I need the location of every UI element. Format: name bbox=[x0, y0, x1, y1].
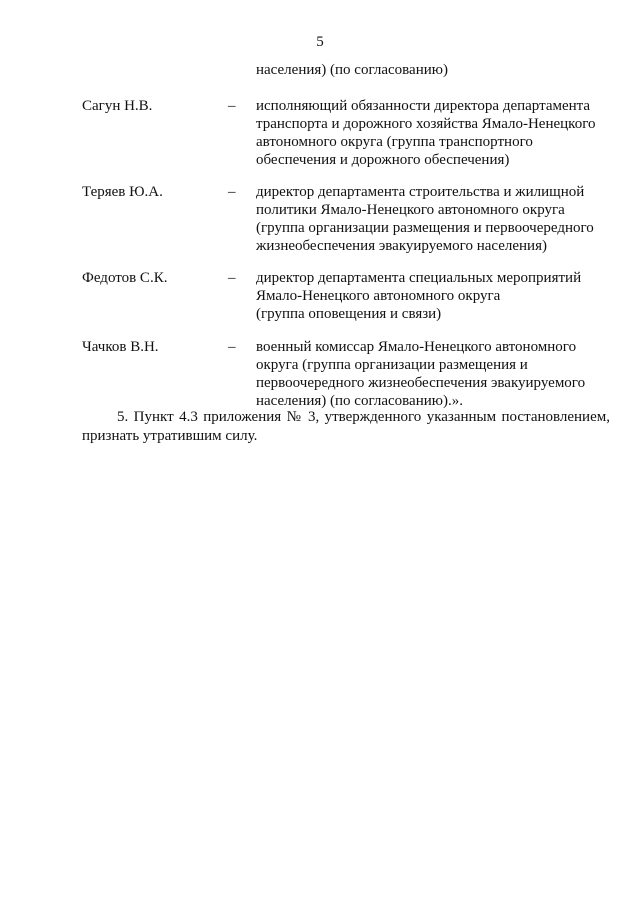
description-line: (группа организации размещения и первоочередного bbox=[256, 220, 594, 236]
member-name: Чачков В.Н. bbox=[82, 339, 159, 355]
paragraph-point-5 bbox=[82, 408, 610, 446]
description-line: директор департамента специальных мероприятий bbox=[256, 270, 582, 286]
continuation-line: населения) (по согласованию) bbox=[256, 62, 448, 78]
paragraph-line: признать утратившим силу. bbox=[82, 428, 258, 444]
description-line: жизнеобеспечения эвакуируемого населения) bbox=[256, 238, 547, 254]
member-name: Федотов С.К. bbox=[82, 270, 168, 286]
member-name: Сагун Н.В. bbox=[82, 98, 153, 114]
description-line: первоочередного жизнеобеспечения эвакуируемого bbox=[256, 375, 586, 391]
paragraph-line: 5. Пункт 4.3 приложения № 3, утвержденного указанным постановлением, bbox=[117, 409, 610, 425]
dash-separator: – bbox=[228, 98, 236, 114]
dash-separator: – bbox=[228, 339, 236, 355]
description-line: обеспечения и дорожного обеспечения) bbox=[256, 152, 510, 168]
description-line: военный комиссар Ямало-Ненецкого автономного bbox=[256, 339, 577, 355]
dash-separator: – bbox=[228, 184, 236, 200]
member-description bbox=[256, 269, 606, 323]
member-description bbox=[256, 338, 606, 410]
member-description bbox=[256, 97, 606, 169]
description-line: директор департамента строительства и жилищной bbox=[256, 184, 585, 200]
description-line: округа (группа организации размещения и bbox=[256, 357, 528, 373]
dash-separator: – bbox=[228, 270, 236, 286]
description-line: политики Ямало-Ненецкого автономного округа bbox=[256, 202, 565, 218]
member-description bbox=[256, 183, 606, 255]
member-name: Теряев Ю.А. bbox=[82, 184, 163, 200]
description-line: автономного округа (группа транспортного bbox=[256, 134, 533, 150]
description-line: (группа оповещения и связи) bbox=[256, 306, 442, 322]
description-line: населения) (по согласованию).». bbox=[256, 393, 463, 409]
page-number: 5 bbox=[316, 34, 324, 50]
description-line: исполняющий обязанности директора департамента bbox=[256, 98, 591, 114]
description-line: транспорта и дорожного хозяйства Ямало-Ненецкого bbox=[256, 116, 596, 132]
description-line: Ямало-Ненецкого автономного округа bbox=[256, 288, 501, 304]
